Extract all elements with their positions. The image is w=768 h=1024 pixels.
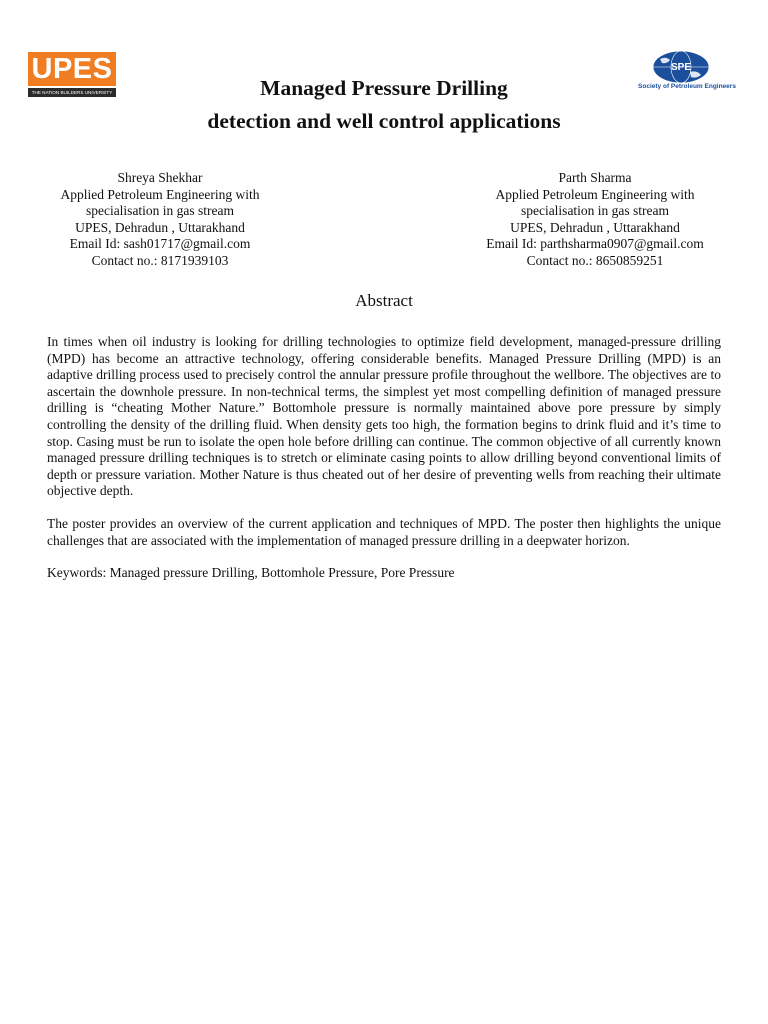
abstract-heading: Abstract <box>355 291 413 310</box>
author-block-left <box>40 170 280 269</box>
author-program: Applied Petroleum Engineering with <box>495 186 695 202</box>
abstract-paragraph: In times when oil industry is looking for drilling technologies to optimize field development, managed-pressure drilling (MPD) has become an attractive technology, offering considerable benefits. Managed Pressure Drilling (MPD) is an adaptive drilling process used to precisely control the annular pressure profile throughout the wellbore. The objectives are to ascertain the downhole pressure. In non-technical terms, the simplest yet most compelling definition of managed pressure drilling is “cheating Mother Nature.” Bottomhole pressure is normally maintained above pore pressure by simply controlling the density of the drilling fluid. When density gets too high, the formation begins to drink fluid and it’s time to stop. Casing must be run to isolate the open hole before drilling can continue. The common objective of all currently known managed pressure drilling techniques is to stretch or eliminate casing points to allow drilling beyond conventional limits of depth or pressure variation. Mother Nature is thus cheated out of her desire of preventing wells from reaching their ultimate objective depth. <box>47 334 721 499</box>
spe-logo-text: SPE <box>670 62 692 73</box>
author-email: Email Id: parthsharma0907@gmail.com <box>486 236 704 251</box>
author-specialisation: specialisation in gas stream <box>520 203 670 218</box>
abstract-body <box>47 334 721 598</box>
author-contact: Contact no.: 8650859251 <box>526 252 664 268</box>
author-location: UPES, Dehradun , Uttarakhand <box>75 219 245 235</box>
author-email: Email Id: sash01717@gmail.com <box>69 236 251 251</box>
keywords: Keywords: Managed pressure Drilling, Bottomhole Pressure, Pore Pressure <box>47 565 455 581</box>
upes-logo-tagline: THE NATION BUILDERS UNIVERSITY <box>28 88 116 97</box>
paper-title-line-1: Managed Pressure Drilling <box>260 76 508 100</box>
upes-logo-text: UPES <box>31 52 113 85</box>
author-name: Shreya Shekhar <box>117 170 203 185</box>
author-contact: Contact no.: 8171939103 <box>91 252 229 268</box>
spe-logo-caption: Society of Petroleum Engineers <box>638 83 736 90</box>
abstract-paragraph: The poster provides an overview of the current application and techniques of MPD. The poster then highlights the unique challenges that are associated with the implementation of managed pressure drilling in a deepwater horizon. <box>47 515 721 548</box>
author-name: Parth Sharma <box>558 170 632 185</box>
author-specialisation: specialisation in gas stream <box>85 203 235 218</box>
author-location: UPES, Dehradun , Uttarakhand <box>510 219 680 235</box>
paper-title-line-2: detection and well control applications <box>207 109 561 133</box>
author-block-right <box>460 170 730 269</box>
author-program: Applied Petroleum Engineering with <box>60 186 260 202</box>
